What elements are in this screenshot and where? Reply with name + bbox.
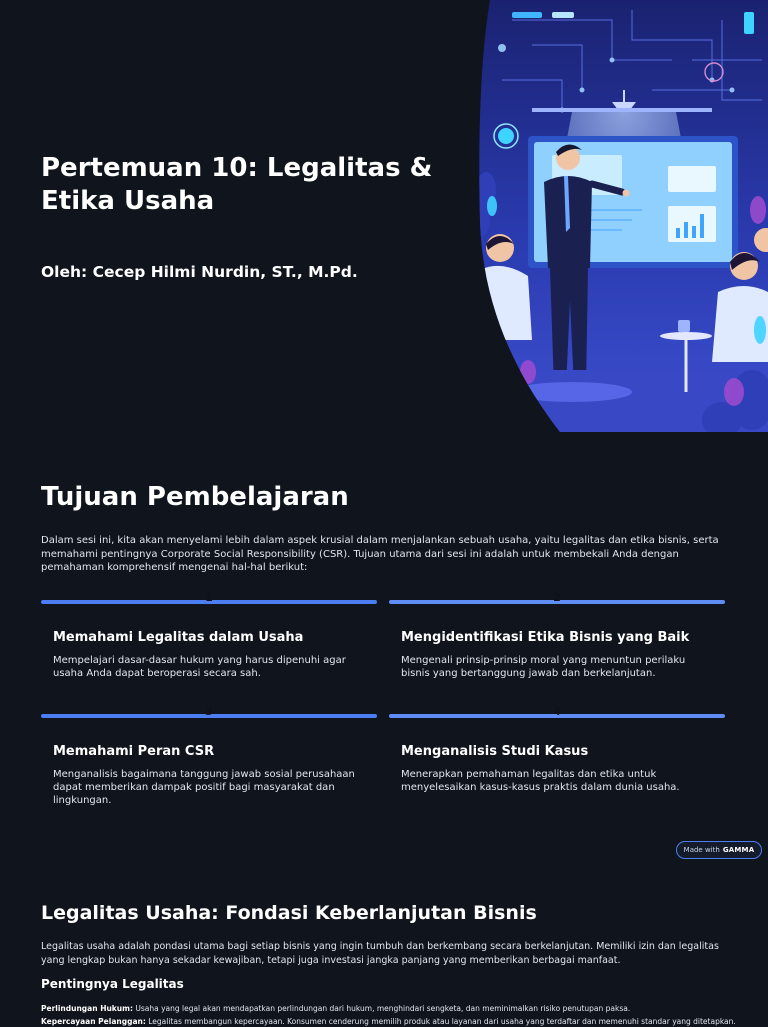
card-title: Memahami Peran CSR <box>53 744 215 759</box>
objectives-title: Tujuan Pembelajaran <box>41 482 349 512</box>
legal-point <box>41 1004 761 1014</box>
card-accent-bar <box>389 591 725 604</box>
card-number: 2 <box>553 591 561 604</box>
legal-point-text: Legalitas membangun kepercayaan. Konsumen cenderung memilih produk atau layanan dari usaha yang terdaftar dan memenuhi standar yang ditetapkan. <box>148 1017 736 1026</box>
presentation-illustration <box>472 0 768 432</box>
legal-subtitle: Pentingnya Legalitas <box>41 977 184 991</box>
badge-text: Made with <box>683 846 720 854</box>
card-accent-bar <box>41 705 377 718</box>
card-number: 3 <box>205 705 213 718</box>
legal-section-title: Legalitas Usaha: Fondasi Keberlanjutan Bisnis <box>41 902 537 924</box>
card-description: Mempelajari dasar-dasar hukum yang harus dipenuhi agar usaha Anda dapat beroperasi secara sah. <box>53 655 346 679</box>
objective-card <box>41 705 377 807</box>
gamma-logo: GAMMA <box>722 846 755 854</box>
hero-section <box>0 0 768 432</box>
card-title: Mengidentifikasi Etika Bisnis yang Baik <box>401 630 690 645</box>
card-number: 4 <box>553 705 561 718</box>
card-description: Mengenali prinsip-prinsip moral yang menuntun perilaku bisnis yang bertanggung jawab dan berkelanjutan. <box>401 655 686 679</box>
legal-intro: Legalitas usaha adalah pondasi utama bagi setiap bisnis yang ingin tumbuh dan berkembang secara berkelanjutan. Memiliki izin dan legalitas yang lengkap bukan hanya sekadar kewajiban, tetapi juga investasi jangka panjang yang memberikan berbagai manfaat. <box>41 941 719 966</box>
objective-card <box>389 591 725 680</box>
card-number: 1 <box>205 591 213 604</box>
page-title: Pertemuan 10: Legalitas & Etika Usaha <box>41 153 433 216</box>
card-title: Menganalisis Studi Kasus <box>401 744 589 759</box>
objectives-intro: Dalam sesi ini, kita akan menyelami lebih dalam aspek krusial dalam menjalankan sebuah usaha, yaitu legalitas dan etika bisnis, serta memahami pentingnya Corporate Social Responsibility (CSR). Tujuan utama dari sesi ini adalah untuk membekali Anda dengan pemahaman komprehensif mengenai hal-hal berikut: <box>41 535 719 573</box>
legal-point-label: Perlindungan Hukum: <box>41 1004 133 1013</box>
objective-card <box>41 591 377 680</box>
legal-point-text: Usaha yang legal akan mendapatkan perlindungan dari hukum, menghindari sengketa, dan meminimalkan risiko penutupan paksa. <box>135 1004 631 1013</box>
legal-point-label: Kepercayaan Pelanggan: <box>41 1017 146 1026</box>
made-with-gamma-badge[interactable] <box>676 841 762 859</box>
card-description: Menganalisis bagaimana tanggung jawab sosial perusahaan dapat memberikan dampak positif bagi masyarakat dan lingkungan. <box>53 769 355 806</box>
legal-point <box>41 1017 761 1027</box>
objective-card <box>389 705 725 794</box>
author-line: Oleh: Cecep Hilmi Nurdin, ST., M.Pd. <box>41 263 358 281</box>
card-description: Menerapkan pemahaman legalitas dan etika untuk menyelesaikan kasus-kasus praktis dalam dunia usaha. <box>401 769 680 793</box>
card-accent-bar <box>389 705 725 718</box>
card-title: Memahami Legalitas dalam Usaha <box>53 630 304 645</box>
card-accent-bar <box>41 591 377 604</box>
